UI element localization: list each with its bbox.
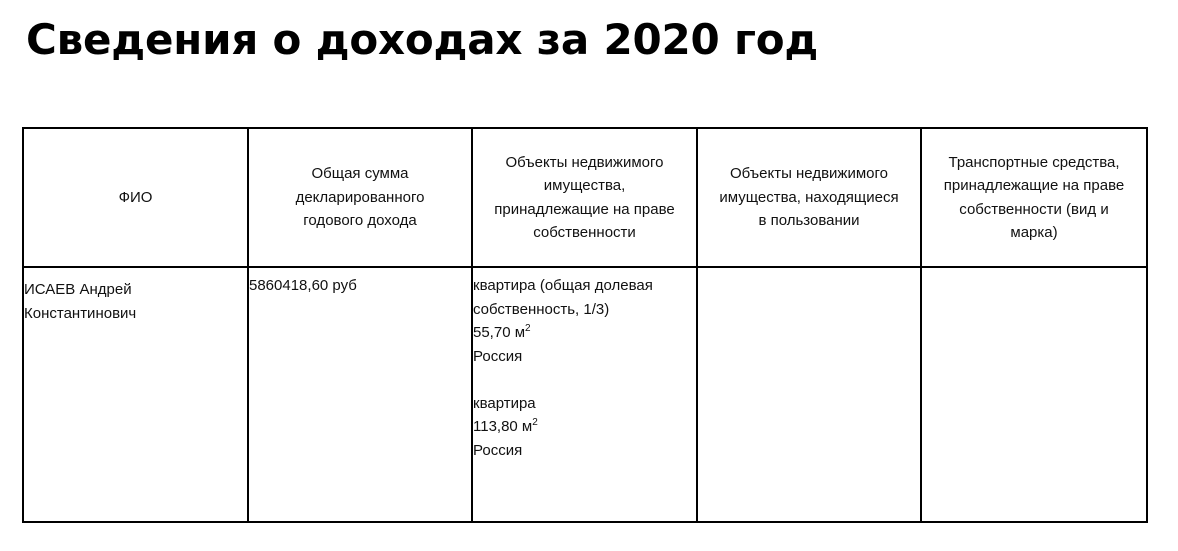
header-property-in-use: Объекты недвижимого имущества, находящиеся в пользовании xyxy=(697,128,921,267)
property-country: Россия xyxy=(473,441,523,459)
cell-owned-property xyxy=(472,267,697,522)
table-header-row xyxy=(23,128,1147,267)
cell-income xyxy=(248,267,472,522)
cell-vehicles xyxy=(921,267,1147,522)
property-area: 55,70 $м^2$ xyxy=(473,323,531,341)
income-table xyxy=(22,127,1148,523)
property-area: 113,80 $м^2$ xyxy=(473,417,538,435)
header-vehicles: Транспортные средства, принадлежащие на праве собственности (вид и марка) xyxy=(921,128,1147,267)
cell-property-in-use xyxy=(697,267,921,522)
page-title: Сведения о доходах за 2020 год xyxy=(26,15,819,64)
property-item xyxy=(473,274,696,368)
header-fio: ФИО xyxy=(23,128,248,267)
property-country: Россия xyxy=(473,347,523,365)
income-value: 5860418,60 руб xyxy=(249,277,357,294)
person-name: ИСАЕВ Андрей Константинович xyxy=(24,281,137,322)
property-type: квартира (общая долевая собственность, 1/3) xyxy=(473,277,653,318)
header-income: Общая сумма декларированного годового дохода xyxy=(248,128,472,267)
property-item xyxy=(473,392,696,463)
table-row xyxy=(23,267,1147,522)
property-type: квартира xyxy=(473,394,536,412)
header-owned-property: Объекты недвижимого имущества, принадлежащие на праве собственности xyxy=(472,128,697,267)
cell-name xyxy=(23,267,248,522)
